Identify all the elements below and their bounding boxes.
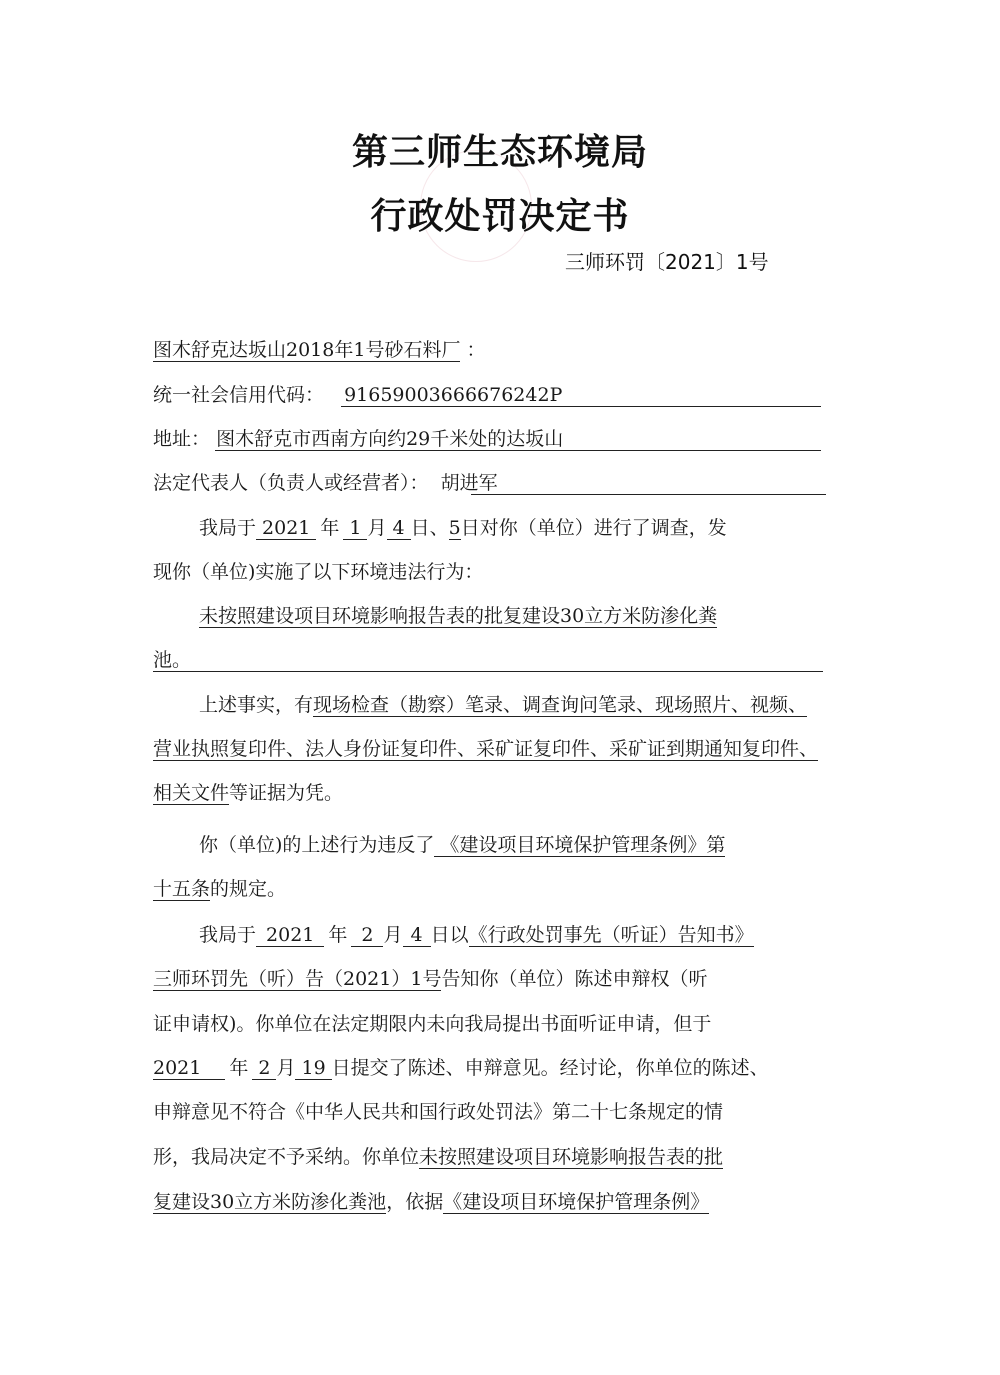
decision-line3: 复建设30立方米防渗化粪池，依据《建设项目环境保护管理条例》 <box>153 1191 710 1213</box>
party-name-colon: ： <box>466 339 486 361</box>
violation-line1 <box>153 601 833 631</box>
notice-line1: 我局于 2021 年 2 月 4 日以《行政处罚事先（听证）告知书》 <box>199 924 754 946</box>
violated-article: 十五条 <box>153 878 211 900</box>
notice-day: 4 <box>403 924 431 947</box>
violation-text: 未按照建设项目环境影响报告表的批复建设30立方米防渗化粪 <box>199 605 718 627</box>
notice-line3: 证申请权)。你单位在法定期限内未向我局提出书面听证申请，但于 <box>153 1013 712 1035</box>
evidence-list: 现场检查（勘察）笔录、调查询问笔录、现场照片、视频、 <box>313 694 808 716</box>
investigation-month: 1 <box>343 517 367 540</box>
decision-line1: 申辩意见不符合《中华人民共和国行政处罚法》第二十七条规定的情 <box>153 1101 724 1123</box>
credit-code-line <box>153 380 833 410</box>
investigation-day-start: 4 <box>387 517 411 540</box>
party-name-line <box>153 335 833 365</box>
address-label: 地址： <box>153 428 211 450</box>
evidence-list-cont: 营业执照复印件、法人身份证复印件、采矿证复印件、采矿证到期通知复印件、 <box>153 738 819 760</box>
violation-restated: 未按照建设项目环境影响报告表的批 <box>419 1146 724 1168</box>
notice-line2: 三师环罚先（听）告（2021）1号告知你（单位）陈述申辩权（听 <box>153 968 708 990</box>
document-number: 三师环罚〔2021〕1号 <box>565 250 769 274</box>
statement-day: 19 <box>295 1057 331 1080</box>
para-investigation-line2: 现你（单位)实施了以下环境违法行为： <box>153 561 484 583</box>
para-investigation-line1: 我局于 2021 年 1 月 4 日、5日对你（单位）进行了调查，发 <box>199 517 727 539</box>
address-value: 图木舒克市西南方向约29千米处的达坂山 <box>216 428 564 450</box>
party-name: 图木舒克达坂山2018年1号砂石料厂 <box>153 339 461 361</box>
legal-rep-line <box>153 468 833 498</box>
address-line <box>153 424 833 454</box>
violation-line2 <box>153 645 833 675</box>
legal-rep-underline <box>471 494 826 495</box>
investigation-day-end: 5 <box>448 517 461 539</box>
credit-code-value: 91659003666676242P <box>344 384 563 406</box>
violation-underline <box>153 671 823 672</box>
violation-restated-end: 复建设30立方米防渗化粪池 <box>153 1191 387 1213</box>
statement-month: 2 <box>252 1057 276 1080</box>
notice-document-number: 三师环罚先（听）告（2021）1号 <box>153 968 442 990</box>
document-title: 行政处罚决定书 <box>370 196 630 237</box>
notice-month: 2 <box>351 924 383 947</box>
investigation-year: 2021 <box>256 517 316 540</box>
violated-regulation: 《建设项目环境保护管理条例》第 <box>434 834 725 857</box>
statement-line: 2021 年 2 月 19 日提交了陈述、申辩意见。经讨论，你单位的陈述、 <box>153 1057 769 1079</box>
violated-rule-line2: 十五条的规定。 <box>153 878 287 900</box>
penalty-basis-regulation: 《建设项目环境保护管理条例》 <box>443 1191 710 1213</box>
credit-code-label: 统一社会信用代码： <box>153 384 325 406</box>
agency-title: 第三师生态环境局 <box>351 132 648 173</box>
violated-rule-line1: 你（单位)的上述行为违反了 《建设项目环境保护管理条例》第 <box>199 834 726 856</box>
notice-document: 《行政处罚事先（听证）告知书》 <box>468 924 754 946</box>
evidence-line2 <box>153 734 833 764</box>
address-underline <box>215 450 821 451</box>
evidence-line1: 上述事实，有现场检查（勘察）笔录、调查询问笔录、现场照片、视频、 <box>199 694 808 716</box>
notice-year: 2021 <box>256 924 324 947</box>
credit-code-underline <box>341 406 821 407</box>
violation-text-end: 池。 <box>153 649 192 671</box>
legal-rep-name: 胡进军 <box>440 472 498 494</box>
decision-line2: 形，我局决定不予采纳。你单位未按照建设项目环境影响报告表的批 <box>153 1146 724 1168</box>
evidence-line3: 相关文件等证据为凭。 <box>153 782 344 804</box>
legal-rep-label: 法定代表人（负责人或经营者）： <box>153 472 429 494</box>
evidence-list-end: 相关文件 <box>153 782 230 804</box>
statement-year: 2021 <box>153 1057 225 1080</box>
